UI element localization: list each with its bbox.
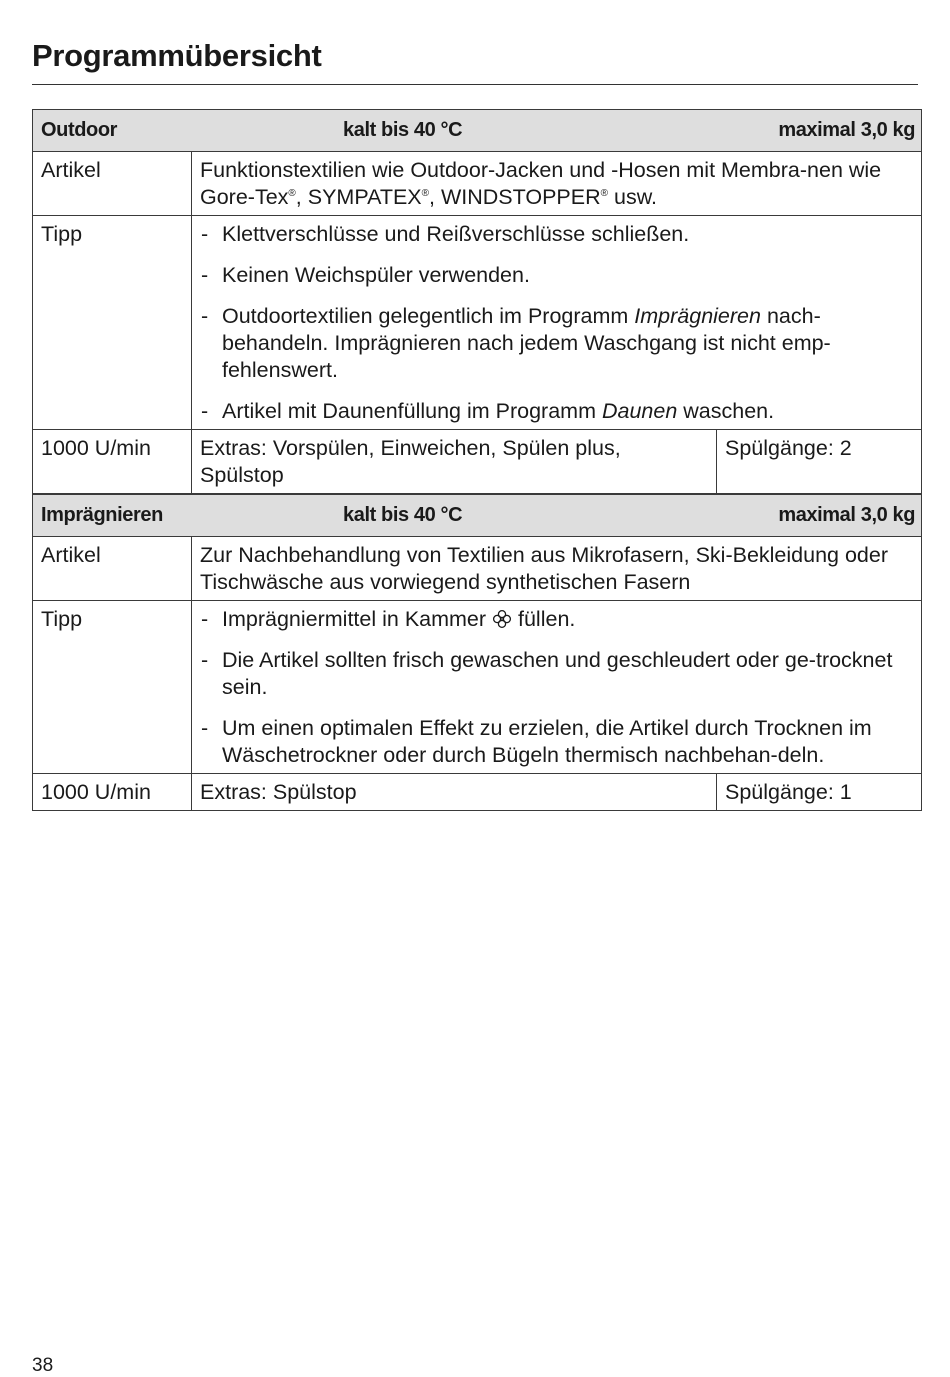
tip-item: - Um einen optimalen Effekt zu erzielen, die Artikel durch Trocknen im Wäschetrockner oder durch Bügeln thermisch nachbehan-deln. <box>200 715 913 769</box>
tip-item: - Die Artikel sollten frisch gewaschen und geschleudert oder ge-trocknet sein. <box>200 647 913 701</box>
settings-row <box>33 774 922 811</box>
tipp-label: Tipp <box>33 601 192 774</box>
program-temperature: kalt bis 40 °C <box>343 504 463 526</box>
registered-mark: ® <box>288 187 296 199</box>
artikel-text: Zur Nachbehandlung von Textilien aus Mikrofasern, Ski-Bekleidung oder Tischwäsche aus vorwiegend synthetischen Fasern <box>192 537 922 601</box>
tip-text: Artikel mit Daunenfüllung im Programm <box>222 399 602 423</box>
artikel-text-part3: , WINDSTOPPER <box>429 185 601 209</box>
spin-speed: 1000 U/min <box>33 430 192 494</box>
tip-item <box>200 398 913 425</box>
spin-speed: 1000 U/min <box>33 774 192 811</box>
artikel-text-part4: usw. <box>608 185 658 209</box>
program-table-outdoor <box>32 109 922 494</box>
extras: Extras: Spülstop <box>192 774 717 811</box>
program-temperature: kalt bis 40 °C <box>343 119 463 141</box>
artikel-text-part1: Funktionstextilien wie Outdoor-Jacken und -Hosen mit Membra-nen wie Gore-Tex <box>200 158 882 209</box>
tipp-row <box>33 216 922 430</box>
tipp-label: Tipp <box>33 216 192 430</box>
rinse-count: Spülgänge: 2 <box>717 430 922 494</box>
tip-text: Imprägniermittel in Kammer <box>222 607 493 631</box>
program-max-load: maximal 3,0 kg <box>778 119 916 141</box>
page-title: Programmübersicht <box>32 38 322 73</box>
tip-item <box>200 303 913 384</box>
tips-list <box>200 221 913 425</box>
artikel-row <box>33 152 922 216</box>
program-header <box>33 110 922 152</box>
settings-row <box>33 430 922 494</box>
program-name-reference: Imprägnieren <box>634 304 761 328</box>
flower-compartment-icon <box>492 609 512 629</box>
tip-item: - Keinen Weichspüler verwenden. <box>200 262 913 289</box>
artikel-label: Artikel <box>33 152 192 216</box>
program-max-load: maximal 3,0 kg <box>778 504 916 526</box>
tip-text: nach-behandeln. Imprägnieren nach jedem Waschgang ist nicht emp-fehlenswert. <box>222 304 831 382</box>
program-name: Imprägnieren <box>41 504 163 526</box>
tip-text: waschen. <box>677 399 775 423</box>
tipp-row <box>33 601 922 774</box>
tip-item <box>200 606 913 633</box>
registered-mark: ® <box>600 187 609 199</box>
program-table-impraegnieren <box>32 494 922 811</box>
tips-list <box>200 606 913 769</box>
artikel-text <box>192 152 922 216</box>
tip-item: - Klettverschlüsse und Reißverschlüsse schließen. <box>200 221 913 248</box>
program-header <box>33 495 922 537</box>
program-name: Outdoor <box>41 119 118 141</box>
tip-text: Outdoortextilien gelegentlich im Programm <box>222 304 635 328</box>
artikel-row <box>33 537 922 601</box>
registered-mark: ® <box>421 187 430 199</box>
rinse-count: Spülgänge: 1 <box>717 774 922 811</box>
title-divider <box>32 84 918 85</box>
artikel-text-part2: , SYMPATEX <box>295 185 422 209</box>
program-name-reference: Daunen <box>601 399 678 423</box>
artikel-label: Artikel <box>33 537 192 601</box>
tip-text: füllen. <box>512 607 576 631</box>
extras: Extras: Vorspülen, Einweichen, Spülen plus, Spülstop <box>192 430 717 494</box>
page-number: 38 <box>32 1355 54 1376</box>
